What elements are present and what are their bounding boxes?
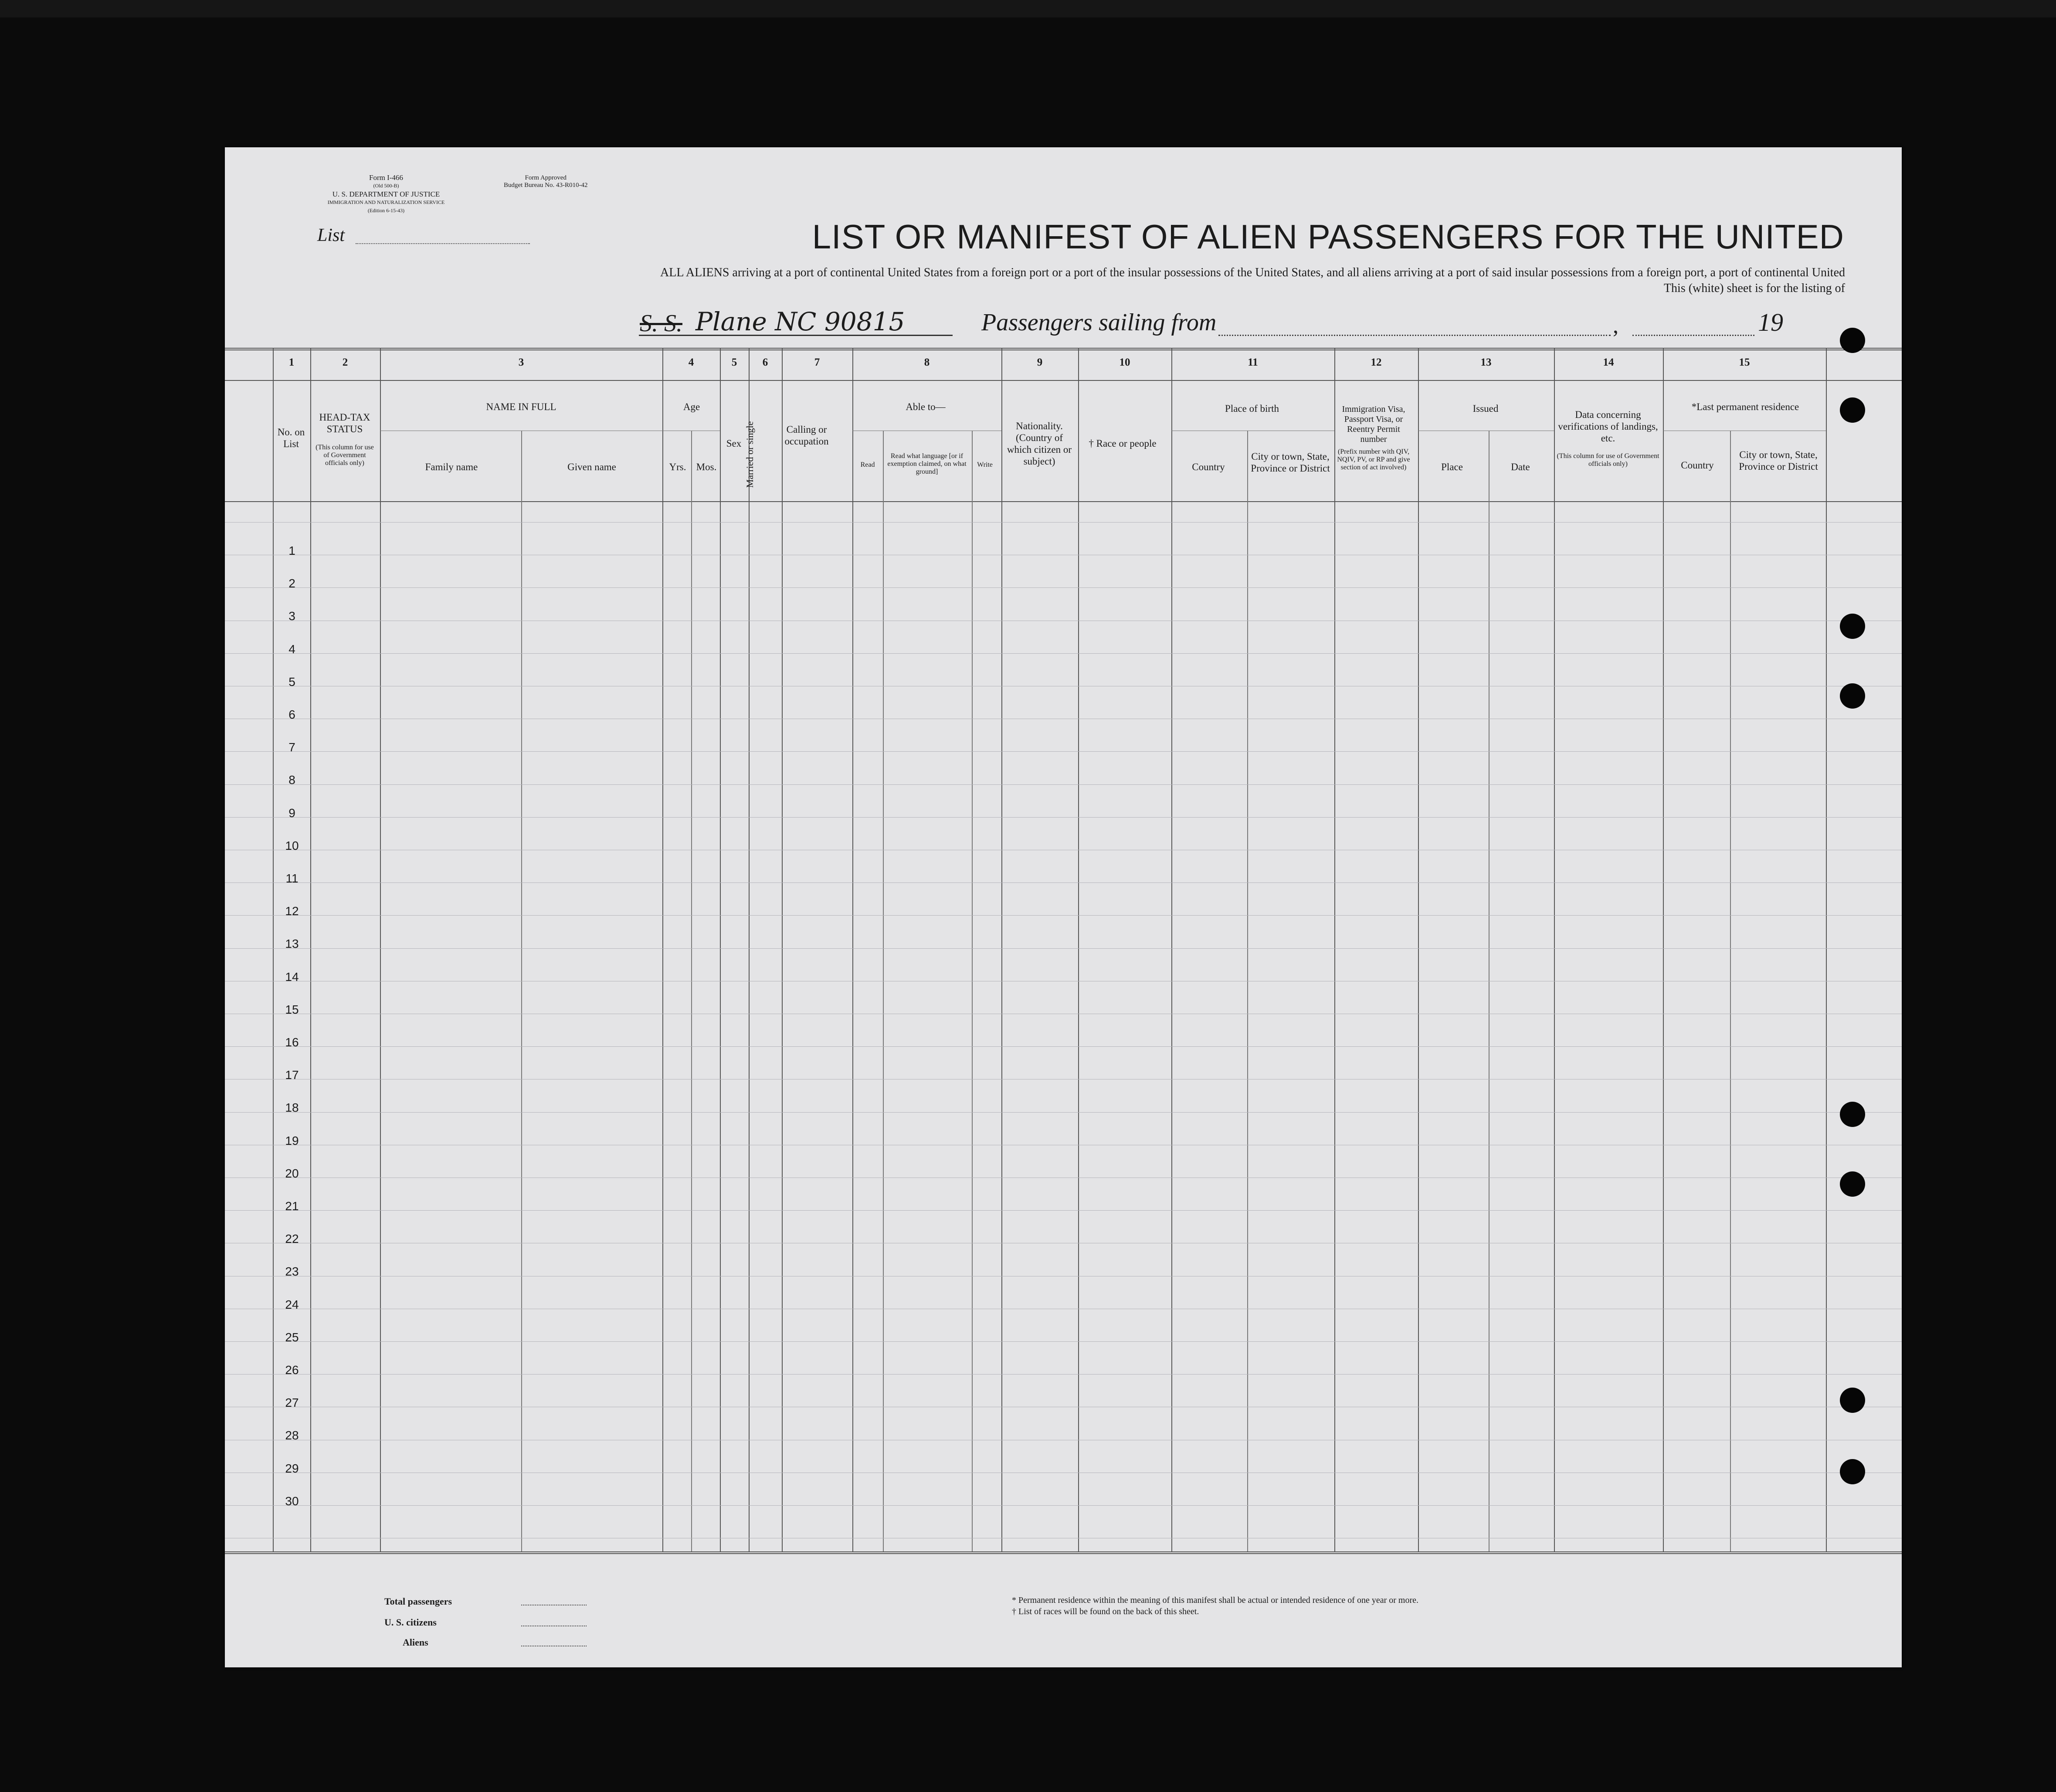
row-number: 7 [288,740,295,754]
header-name-in-full: NAME IN FULL [486,401,556,412]
subcolumn-rule [1730,431,1731,1551]
row-number: 19 [285,1134,299,1147]
column-rule [720,348,721,1551]
header-write: Write [977,461,993,468]
ship-name-line [639,335,953,336]
header-nationality: Nationality. (Country of which citizen or subject) [1007,421,1072,467]
header-head-tax-note: (This column for use of Government officials only) [316,444,374,467]
row-rule [225,1112,1902,1113]
header-residence-city: City or town, State, Province or District [1739,449,1818,472]
subcolumn-rule [1247,431,1248,1551]
column-rule [1418,348,1419,1551]
approval-block [504,174,587,189]
row-rule [225,1341,1902,1342]
passengers-sailing-label: Passengers sailing from [981,309,1217,336]
header-calling: Calling or occupation [784,424,829,447]
row-number: 10 [285,838,299,852]
row-number: 18 [285,1101,299,1115]
ship-name-handwritten: Plane NC 90815 [696,307,905,336]
footnote-races: † List of races will be found on the back of this sheet. [1012,1607,1199,1616]
row-rule [225,1210,1902,1211]
punch-hole [1840,683,1865,709]
column-number: 13 [1480,356,1492,368]
column-rule [1078,348,1079,1551]
header-data-concerning: Data concerning verifications of landings, etc. [1558,409,1658,444]
row-number: 1 [288,544,295,557]
total-passengers-label: Total passengers [384,1596,452,1607]
header-visa: Immigration Visa, Passport Visa, or Reentry Permit number [1342,404,1405,444]
column-number: 15 [1739,356,1750,368]
punch-hole [1840,1102,1865,1127]
film-border-top [0,0,2056,17]
column-number: 11 [1248,356,1258,368]
edition: (Edition 6-15-43) [367,207,405,214]
footnote-permanent-residence: * Permanent residence within the meaning of this manifest shall be actual or intended residence of one year or more. [1012,1595,1419,1605]
header-birth-city: City or town, State, Province or District [1251,451,1330,474]
notice-line-2: This (white) sheet is for the listing of [1663,282,1845,295]
column-rule [380,348,381,1551]
punch-hole [1840,397,1865,423]
column-rule [782,348,783,1551]
column-number: 3 [518,356,524,368]
header-race: † Race or people [1089,438,1157,449]
header-sex: Sex [726,438,742,449]
row-rule [225,1046,1902,1047]
header-no-on-list: No. on List [277,427,305,449]
header-read: Read [860,461,875,468]
service: IMMIGRATION AND NATURALIZATION SERVICE [327,199,445,205]
punch-hole [1840,1171,1865,1197]
approval-line-1: Form Approved [525,174,567,181]
column-rule [662,348,663,1551]
row-number: 26 [285,1363,299,1377]
column-rule [1554,348,1555,1551]
row-number: 15 [285,1002,299,1016]
row-number: 4 [288,642,295,656]
us-citizens-label: U. S. citizens [384,1617,437,1628]
column-rule [1171,348,1172,1551]
header-mos: Mos. [696,462,717,472]
header-read-language: Read what language [or if exemption claimed, on what ground] [887,452,967,475]
table-rule [225,1553,1902,1554]
row-number: 20 [285,1166,299,1180]
row-rule [225,915,1902,916]
subcolumn-rule [691,431,692,1551]
row-number: 28 [285,1429,299,1442]
row-number: 27 [285,1396,299,1410]
row-number: 11 [285,872,299,885]
row-number: 24 [285,1297,299,1311]
form-identification [295,173,478,215]
row-number: 2 [288,577,295,591]
column-number: 10 [1119,356,1130,368]
row-rule [225,948,1902,949]
punch-hole [1840,1459,1865,1484]
row-rule [225,587,1902,588]
header-family-name: Family name [425,462,478,472]
row-number: 9 [288,806,295,820]
column-rule [273,348,274,1551]
old-form: (Old 500-B) [373,183,399,189]
row-number: 30 [285,1494,299,1508]
column-rule [852,348,853,1551]
table-rule [225,1551,1902,1552]
column-rule [749,348,750,1551]
column-number: 9 [1037,356,1043,368]
aliens-label: Aliens [403,1637,428,1648]
header-data-note: (This column for use of Government officials only) [1557,452,1659,468]
subcolumn-rule [883,431,884,1551]
header-issued-place: Place [1441,462,1463,472]
punch-hole [1840,328,1865,353]
column-rule [1663,348,1664,1551]
punch-hole [1840,1388,1865,1413]
row-rule [225,1505,1902,1506]
header-residence-country: Country [1681,460,1714,471]
column-rule [310,348,311,1551]
ship-prefix: S. S. [640,310,682,337]
header-head-tax: HEAD-TAX STATUS [319,412,370,434]
approval-line-2: Budget Bureau No. 43-R010-42 [504,182,588,189]
row-rule [225,817,1902,818]
column-number: 1 [288,356,295,368]
notice-line-1: ALL ALIENS arriving at a port of continental United States from a foreign port or a port of the insular possessions of the United States, and all aliens arriving at a port of said insular possessions from a foreign port, a port of continental United [660,266,1845,279]
header-last-residence: *Last permanent residence [1691,401,1799,412]
row-rule [225,751,1902,752]
manifest-sheet [225,147,1902,1667]
row-number: 21 [285,1199,299,1213]
department: U. S. DEPARTMENT OF JUSTICE [332,190,440,198]
year-prefix: 19 [1758,308,1783,336]
subcolumn-rule [521,431,522,1551]
table-rule [225,348,1902,349]
header-visa-note: (Prefix number with QIV, NQIV, PV, or RP and give section of act involved) [1337,448,1410,471]
row-number: 14 [285,970,299,984]
column-rule [1334,348,1335,1551]
row-number: 3 [288,609,295,623]
form-number: Form I-466 [369,173,403,182]
list-label: List [317,225,345,245]
punch-hole [1840,614,1865,639]
header-able-to: Able to— [906,401,946,412]
row-number: 17 [285,1068,299,1082]
row-rule [225,1374,1902,1375]
header-issued-date: Date [1511,462,1530,472]
header-yrs: Yrs. [669,462,686,472]
row-rule [225,784,1902,785]
date-line [1632,335,1754,336]
column-number: 6 [762,356,768,368]
row-number: 29 [285,1461,299,1475]
subcolumn-rule [972,431,973,1551]
column-rule [1826,348,1827,1551]
notice [660,265,1845,296]
row-number: 16 [285,1035,299,1049]
row-number: 6 [288,708,295,721]
row-rule [225,882,1902,883]
header-age: Age [683,401,700,412]
column-number: 8 [924,356,930,368]
row-number: 8 [288,773,295,787]
header-place-of-birth: Place of birth [1225,403,1279,414]
comma-separator: , [1613,313,1618,338]
row-number: 5 [288,675,295,689]
column-number: 5 [731,356,737,368]
sailing-from-line [1218,335,1611,336]
row-rule [225,653,1902,654]
row-number: 22 [285,1232,299,1246]
page-title: LIST OR MANIFEST OF ALIEN PASSENGERS FOR THE UNITED [812,217,1844,256]
row-number: 13 [285,937,299,951]
header-married: Married or single [744,421,755,488]
row-number: 25 [285,1330,299,1344]
table-rule [225,501,1902,502]
table-rule [225,380,1902,381]
column-number: 7 [814,356,820,368]
column-number: 12 [1371,356,1382,368]
header-given-name: Given name [567,462,616,472]
column-number: 14 [1603,356,1614,368]
column-number: 4 [688,356,694,368]
column-rule [1001,348,1002,1551]
column-number: 2 [342,356,348,368]
header-issued: Issued [1472,403,1499,414]
row-number: 12 [285,904,299,918]
row-number: 23 [285,1265,299,1279]
header-birth-country: Country [1192,462,1225,472]
row-rule [225,522,1902,523]
list-number-field [356,243,530,244]
